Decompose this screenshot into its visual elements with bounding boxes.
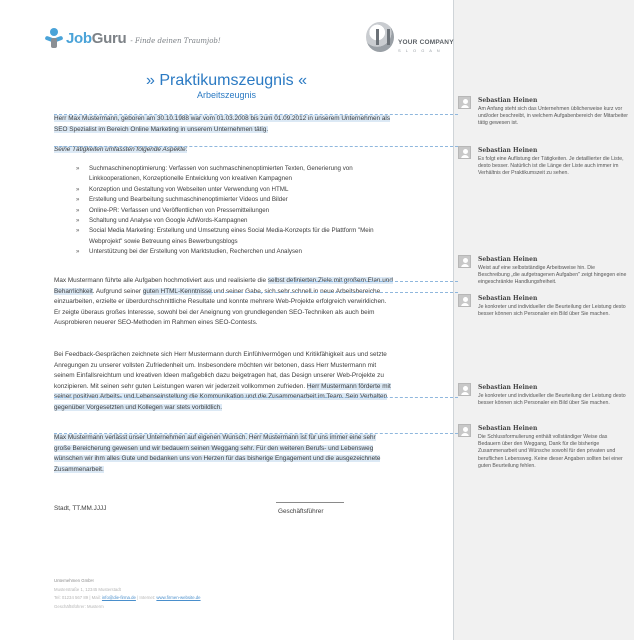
avatar <box>458 255 471 268</box>
comment-anchor-line <box>54 146 458 147</box>
jobguru-tagline: - Finde deinen Traumjob! <box>130 36 221 45</box>
avatar <box>458 424 471 437</box>
comment-anchor-line <box>210 292 458 293</box>
footer-ceo: Geschäftsführer: Musterm <box>54 603 104 609</box>
comment-author: Sebastian Heinen <box>478 384 538 391</box>
bullet-icon: » <box>76 186 80 193</box>
comment-text: Am Anfang steht sich das Unternehmen üblicherweise kurz vor und/oder beschreibt, in welchem Aufgabenbereich der Mitarbeiter tätig gewesen ist. <box>478 106 628 127</box>
list-item: » Erstellung und Bearbeitung suchmaschinenoptimierter Videos und Bilder <box>76 195 394 205</box>
comment-text: Die Schlussformulierung enthält vollständiger Weise das Bedauern über den Weggang, Dank für die bisherige Zusammenarbeit und Wünsche sowohl für den privaten und beruflichen Lebensweg. Keine dieser Angaben sollten bei einer guten Beurteilung fehlen. <box>478 434 623 469</box>
footer-company: Unternehmen GmbH <box>54 578 94 583</box>
place-date: Stadt, TT.MM.JJJJ <box>54 505 107 512</box>
intro-text: Herr Max Mustermann, geboren am 30.10.1988 war vom 01.03.2008 bis zum 01.09.2012 in unserem Unternehmen als SEO Spezialist im Bereich Online Marketing in unserem Unternehmen tätig. <box>54 115 391 133</box>
footer-website-link[interactable]: www.firmen-website.de <box>156 595 201 600</box>
signature-line <box>276 502 344 503</box>
list-item: » Unterstützung bei der Erstellung von Marktstudien, Recherchen und Analysen <box>76 247 394 257</box>
avatar <box>458 294 471 307</box>
comment-anchor-line <box>54 114 458 115</box>
document-subtitle: Arbeitszeugnis <box>196 90 257 100</box>
list-item: » Schaltung und Analyse von Google AdWords-Kampagnen <box>76 216 394 226</box>
highlight-html: guten HTML-Kenntnisse <box>142 287 212 295</box>
highlight-teamwork: Herr Mustermann förderte mit seiner positiven Arbeits- und Lebenseinstellung die Kommunikation und die Zusammenarbeit im Team. Sein Verhalten gegenüber Vorgesetzten und Kollegen war stets vorbildlich. <box>54 382 391 411</box>
list-item: » Suchmaschinenoptimierung: Verfassen von suchmaschinenoptimierten Texten, Generierung von Linkkooperationen, Konzeptionelle Entwicklung von kreativen Kampagnen <box>76 165 353 183</box>
comment-author: Sebastian Heinen <box>478 295 538 302</box>
comment-text: Je konkreter und individueller die Beurteilung der Leistung desto besser können sich Personaler ein Bild über Sie machen. <box>478 393 626 407</box>
comment-anchor-line <box>54 433 458 434</box>
comment-author: Sebastian Heinen <box>478 256 538 263</box>
company-logo <box>366 22 454 62</box>
feedback-paragraph: Bei Feedback-Gesprächen zeichnete sich Herr Mustermann durch Einfühlvermögen und Kritikfähigkeit aus und setzte Anregungen zu unserer vollsten Zufriedenheit um. Insbesondere möchten wir betonen, dass Herr Mustermann mit seinem Einfallsreichtum und kreativen Ideen maßgeblich dazu beigetragen hat, das Design unserer Web-Projekte zu konzipieren. Mit seinen sehr guten Leistungen waren wir jederzeit vollkommen zufrieden. Herr Mustermann förderte mit seiner positiven Arbeits- und Lebenseinstellung die Kommunikation und die Zusammenarbeit im Team. Sein Verhalten gegenüber Vorgesetzten und Kollegen war stets vorbildlich. <box>54 351 391 411</box>
comment-author: Sebastian Heinen <box>478 147 538 154</box>
footer-address: Musterstraße 1, 12345 Musterstadt <box>54 586 121 592</box>
comment-author: Sebastian Heinen <box>478 425 538 432</box>
comment-author: Sebastian Heinen <box>478 97 538 104</box>
list-item: » Online-PR: Verfassen und Veröffentlichen von Pressemitteilungen <box>76 206 394 216</box>
comment-anchor-line <box>290 281 458 282</box>
company-slogan: S L O G A N <box>398 48 442 53</box>
avatar <box>458 96 471 109</box>
company-name: YOUR COMPANY <box>398 39 454 46</box>
person-icon <box>45 28 63 48</box>
jobguru-wordmark: JobGuru <box>66 29 127 47</box>
bullet-icon: » <box>76 207 80 214</box>
comment-text: Es folgt eine Auflistung der Tätigkeiten. Je detaillierter die Liste, desto besser. Natürlich ist die Länge der Liste auch immer im Verhältnis der Praktikumszeit zu sehen. <box>478 156 624 177</box>
comment-anchor-line <box>54 397 458 398</box>
bullet-icon: » <box>76 249 80 256</box>
bullet-icon: » <box>76 228 80 235</box>
bullet-icon: » <box>76 166 80 172</box>
performance-paragraph: Max Mustermann führte alle Aufgaben hochmotiviert aus und realisierte die selbst definierten Ziele mit großem Elan und Beharrlichkeit. Aufgrund seiner guten HTML-Kenntnisse und seiner Gabe, sich sehr schnell in neue Arbeitsbereiche einzuarbeiten, erzielte er überdurchschnittliche Resultate und konnte mehrere Web-Projekte erfolgreich verwirklichen. Er zeigte überaus großes Interesse, sowohl bei der Aneignung von grundlegenden SEO-Techniken als auch beim Ausprobieren neuerer SEO-Methoden im Rahmen eines SEO-Contests. <box>54 277 393 327</box>
jobguru-logo <box>45 26 221 50</box>
tasks-list <box>76 164 394 258</box>
tasks-lead-text: Seine Tätigkeiten umfassten folgende Aspekte: <box>54 146 188 153</box>
closing-text: Max Mustermann verlässt unser Unternehmen auf eigenen Wunsch. Herr Mustermann ist für uns immer eine sehr große Bereicherung gewesen und wir bedauern seinen Weggang sehr. Für den weiteren Berufs- und Lebensweg wünschen wir ihm alles Gute und bedanken uns von Herzen für das bisherige Engagement und die ausgezeichnete Zusammenarbeit. <box>54 434 381 473</box>
avatar <box>458 383 471 396</box>
document-title: » Praktikumszeugnis « <box>146 72 307 89</box>
list-item: » Social Media Marketing: Erstellung und Umsetzung eines Social Media-Konzepts für die Plattform "Mein Webprojekt" sowie Betreuung eines Bewerbungsblogs <box>76 227 374 245</box>
comment-text: Weist auf eine selbstständige Arbeitsweise hin. Die Beschreibung „die aufgetragenen Aufgaben" zeigt hingegen eine eingeschränkte Handlungsfreiheit. <box>478 265 627 286</box>
bullet-icon: » <box>76 197 80 204</box>
comment-text: Je konkreter und individueller die Beurteilung der Leistung desto besser können sich Personaler ein Bild über Sie machen. <box>478 304 626 318</box>
comments-sidebar <box>454 0 634 640</box>
footer-contact: Tel: 01234 567 89 | Mail: info@die-firma.de | Internet: www.firmen-website.de <box>54 595 201 600</box>
footer-email-link[interactable]: info@die-firma.de <box>101 595 136 600</box>
closing-paragraph <box>54 433 394 475</box>
footer <box>54 577 201 611</box>
company-emblem-icon <box>366 22 394 52</box>
intro-paragraph <box>54 114 394 135</box>
highlight-goals: selbst definierten Ziele mit großem Elan und Beharrlichkeit <box>54 277 393 295</box>
signature-role: Geschäftsführer <box>278 508 324 515</box>
avatar <box>458 146 471 159</box>
list-item: » Konzeption und Gestaltung von Webseiten unter Verwendung von HTML <box>76 185 394 195</box>
bullet-icon: » <box>76 218 80 225</box>
